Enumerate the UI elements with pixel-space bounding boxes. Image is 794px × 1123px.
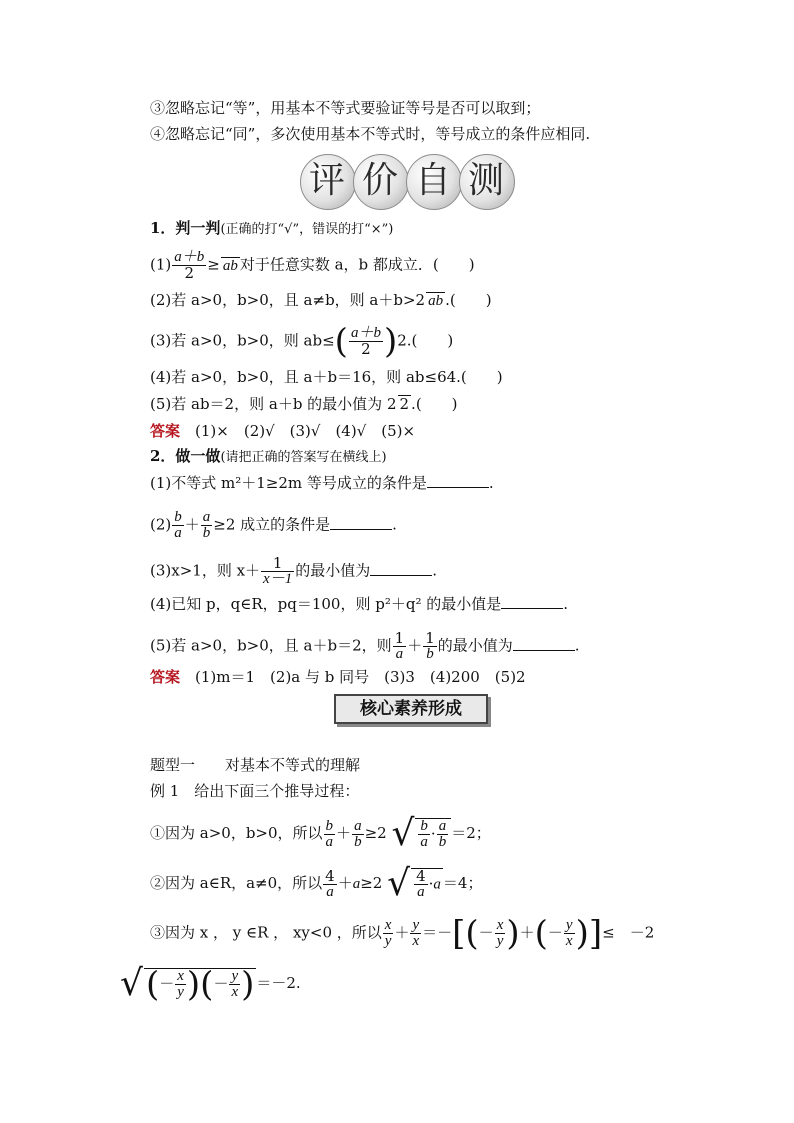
intro-line-4: ④忽略忘记“同”，多次使用基本不等式时，等号成立的条件应相同. <box>150 125 591 143</box>
q1-item2-suffix: .( ) <box>445 291 492 309</box>
step3-prefix: ③因为 x ， y ∈R ， xy<0 ，所以 <box>150 923 382 942</box>
answer-blank <box>501 594 563 609</box>
answer-blank <box>513 636 575 651</box>
evaluation-banner <box>300 150 512 212</box>
q2-item3-prefix: (3)x>1，则 x＋ <box>150 561 261 580</box>
q2-heading <box>150 446 387 468</box>
sqrt: ab <box>428 293 444 309</box>
type1-heading: 题型一 对基本不等式的理解 <box>150 756 361 774</box>
derivation-3: ③因为 x ， y ∈R ， xy<0 ，所以 $\frac{x}{y}$ ＋ $\frac{y}{x}$ ＝－[(－ $\frac{x}{y}$ )＋(－ $\frac{y}{x}$ )]≤ －2 <box>150 913 655 954</box>
step2-prefix: ②因为 a∈R，a≠0，所以 <box>150 874 323 892</box>
fraction: $\frac{1}{x-1}$ <box>263 554 293 587</box>
q1-item-1: (1) $\frac{a+b}{2}$ ≥ ab 对于任意实数 a，b 都成立．( ) <box>150 249 475 282</box>
q2-answer-text: (1)m＝1 (2)a 与 b 同号 (3)3 (4)200 (5)2 <box>195 668 526 686</box>
q1-item3-suffix: 2.( ) <box>397 331 454 350</box>
fraction: $\frac{a}{b}$ <box>354 817 362 850</box>
derivation-3-continued: √(－ $\frac{x}{y}$ )(－ $\frac{y}{x}$ ) ＝－2. <box>120 963 301 1004</box>
fraction: $\frac{b}{a}$ <box>174 509 182 541</box>
q1-answer <box>150 421 415 441</box>
q1-note: (正确的打“√”，错误的打“×”) <box>220 222 394 237</box>
section-title: 核心素养形成 <box>334 694 488 724</box>
answer-blank <box>370 561 432 576</box>
q2-item1-text: (1)不等式 m²＋1≥2m 等号成立的条件是 <box>150 474 427 492</box>
q1-item-2 <box>150 290 492 310</box>
q1-item5-prefix: (5)若 ab＝2，则 a＋b 的最小值为 2 <box>150 395 397 413</box>
fraction: $\frac{1}{b}$ <box>425 629 435 662</box>
q2-item5-suffix: 的最小值为 <box>437 636 513 655</box>
q1-item-5 <box>150 394 458 414</box>
q1-heading <box>150 218 393 240</box>
step2-suffix: ＝4； <box>442 874 483 892</box>
answer-label: 答案 <box>150 422 181 440</box>
q1-item-3: (3)若 a>0，b>0，则 ab≤( $\frac{a+b}{2}$ )2.( ) <box>150 321 454 362</box>
banner-char: 评 <box>308 160 345 201</box>
q1-item1-prefix: (1) <box>150 255 172 274</box>
sqrt: 2 <box>399 395 410 413</box>
q2-item2-suffix: ≥2 成立的条件是 <box>213 515 331 534</box>
q2-item-1: (1)不等式 m²＋1≥2m 等号成立的条件是 . <box>150 474 494 492</box>
q1-item-4: (4)若 a>0，b>0，且 a＋b＝16，则 ab≤64.( ) <box>150 368 503 386</box>
step3-end: ＝－2. <box>256 974 301 992</box>
fraction: $\frac{a+b}{2}$ <box>174 249 205 282</box>
q2-item5-prefix: (5)若 a>0，b>0，且 a＋b＝2，则 <box>150 636 392 655</box>
q2-item-2: (2) $\frac{b}{a}$ ＋ $\frac{a}{b}$ ≥2 成立的条件是 . <box>150 509 397 541</box>
fraction: $\frac{a}{b}$ <box>202 509 211 541</box>
q2-title: 2．做一做 <box>150 447 221 465</box>
q1-item5-suffix: .( ) <box>411 395 458 413</box>
intro-line-3: ③忽略忘记“等”，用基本不等式要验证等号是否可以取到； <box>150 99 541 117</box>
fraction: $\frac{1}{a}$ <box>394 629 405 662</box>
q2-item4-text: (4)已知 p，q∈R，pq＝100，则 p²＋q² 的最小值是 <box>150 595 502 613</box>
q1-item1-text: 对于任意实数 a，b 都成立．( ) <box>239 255 475 274</box>
q1-title: 1．判一判 <box>150 219 221 237</box>
q1-item2-prefix: (2)若 a>0，b>0，且 a≠b，则 a＋b>2 <box>150 291 426 309</box>
derivation-2: ②因为 a∈R，a≠0，所以 $\frac{4}{a}$ ＋a≥2 √ $\frac{4}{a}$ ·a ＝4； <box>150 863 483 904</box>
fraction: $\frac{b}{a}$ <box>325 817 334 850</box>
q2-note: (请把正确的答案写在横线上) <box>220 450 387 465</box>
derivation-1: ①因为 a>0，b>0，所以 $\frac{b}{a}$ ＋ $\frac{a}{b}$ ≥2 √ $\frac{b}{a}$ · $\frac{a}{b}$ ＝2； <box>150 813 491 854</box>
banner-char: 价 <box>361 160 398 201</box>
fraction: $\frac{x}{y}$ <box>384 917 392 949</box>
sqrt: $\frac{b}{a}$ · $\frac{a}{b}$ <box>415 818 451 850</box>
q2-item-4: (4)已知 p，q∈R，pq＝100，则 p²＋q² 的最小值是 . <box>150 595 569 613</box>
example-intro: 例 1 给出下面三个推导过程： <box>150 782 360 800</box>
answer-blank <box>427 473 489 488</box>
q1-answer-text: (1)× (2)√ (3)√ (4)√ (5)× <box>195 422 416 440</box>
fraction: $\frac{a+b}{2}$ <box>350 325 381 358</box>
answer-label: 答案 <box>150 668 181 686</box>
q2-item-3: (3)x>1，则 x＋ $\frac{1}{x-1}$ 的最小值为 . <box>150 554 438 587</box>
banner-char: 测 <box>467 160 504 201</box>
step1-prefix: ①因为 a>0，b>0，所以 <box>150 824 323 842</box>
answer-blank <box>330 515 392 530</box>
step1-suffix: ＝2； <box>451 824 491 842</box>
fraction: $\frac{4}{a}$ <box>325 866 335 900</box>
sqrt: (－ $\frac{x}{y}$ )(－ $\frac{y}{x}$ ) <box>145 964 255 1004</box>
fraction: $\frac{y}{x}$ <box>412 917 420 949</box>
sqrt: ab <box>222 257 238 274</box>
q1-item3-prefix: (3)若 a>0，b>0，则 ab≤ <box>150 331 335 350</box>
step3-mid: ≤ －2 <box>602 923 655 942</box>
q2-item-5: (5)若 a>0，b>0，且 a＋b＝2，则 $\frac{1}{a}$ ＋ $\frac{1}{b}$ 的最小值为 . <box>150 629 580 662</box>
banner-char: 自 <box>414 160 451 201</box>
q2-answer <box>150 667 526 687</box>
sqrt: $\frac{4}{a}$ ·a <box>411 868 443 900</box>
q2-item3-suffix: 的最小值为 <box>295 561 371 580</box>
